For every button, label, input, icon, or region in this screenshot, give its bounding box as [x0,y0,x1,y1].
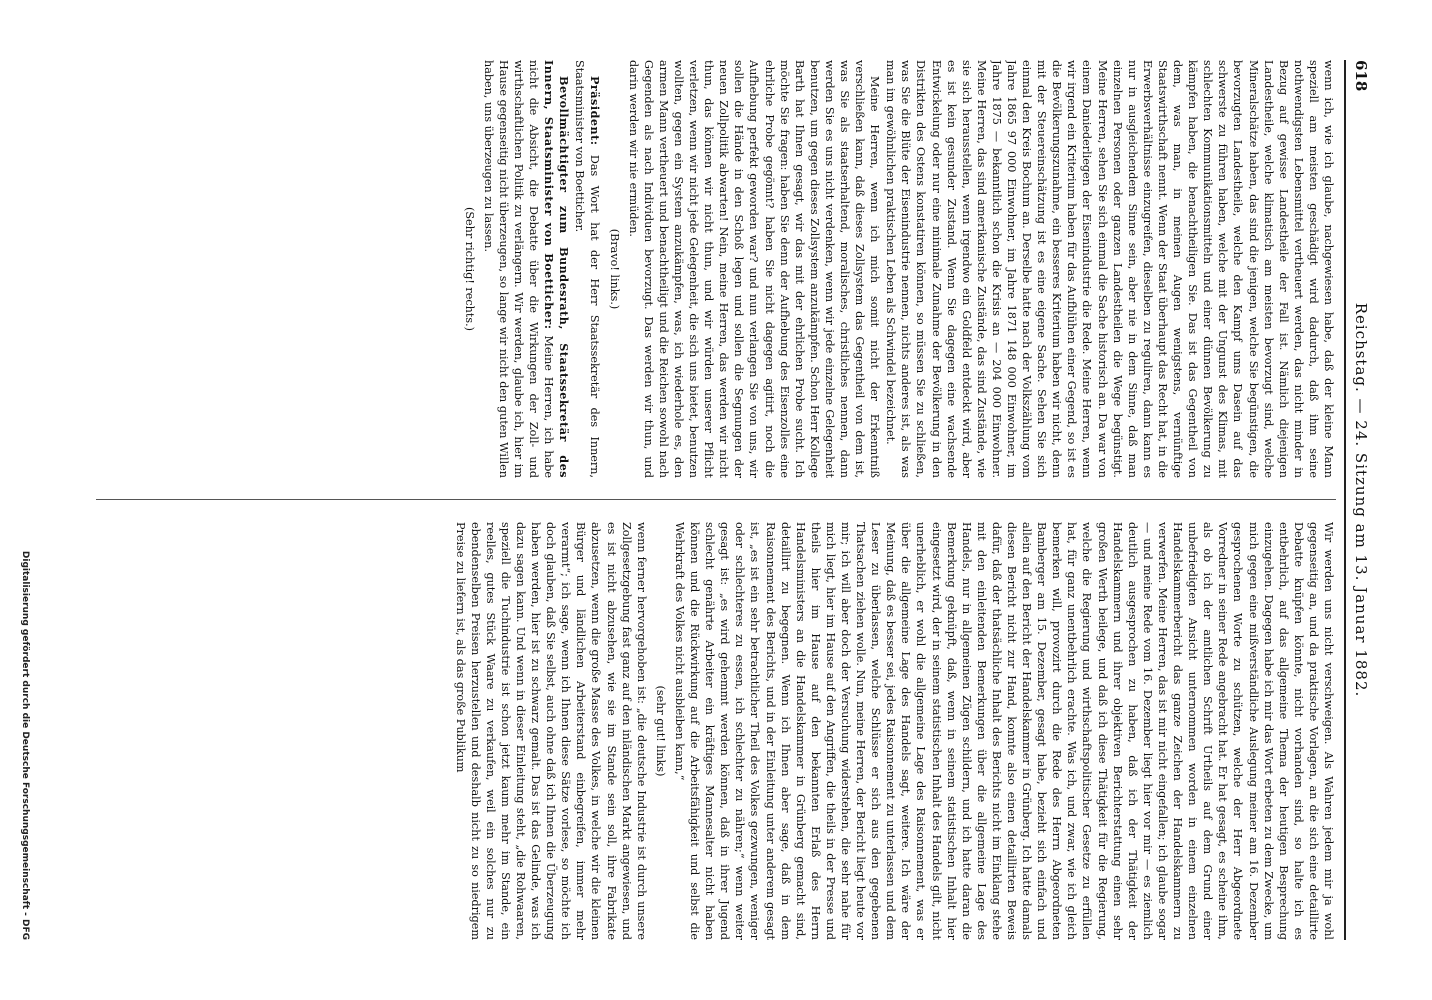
header-rule [1344,60,1346,940]
right-column [96,522,1336,940]
page-header [1348,60,1372,940]
digitization-text: Digitalisierung gefördert durch die Deutsche Forschungsgemeinschaft - DFG [20,550,30,940]
interjection: (Sehr richtig! rechts.) [462,206,476,332]
speaker-paragraph [572,60,602,478]
column-divider [96,499,1336,500]
left-column [96,60,1336,478]
speaker-label: Präsident: [588,76,603,146]
speech-text: Das Wort hat der Herr Staatssekretär des Innern, Staatsminister von Boetticher. [573,60,602,478]
paragraph: Meine Herren, wenn ich mich somit nicht der Erkenntniß verschließen kann, daß dieses Zollsystem das Gegentheil von dem ist, was Sie als staatserhaltend, moralisches, christliches nennen, dann werden Sie es uns nicht verdenken, wenn wir jede einzelne Gelegenheit benutzen, um gegen dieses Zollsystem anzukämpfen. Schon Herr Kollege Barth hat Ihnen gesagt, wir das mit der ehrlichen Probe sucht. Ich möchte Sie fragen: haben Sie denn der Aufhebung des Eisenzolles eine ehrliche Probe gegönnt? haben Sie nicht dagegen agitirt, noch die Aufhebung perfekt geworden war? und nun verlangen Sie von uns, wir sollen die Hände in den Schoß legen und sollen die Segnungen der neuen Zollpolitik abwarten! Nein, meine Herren, das werden wir nicht thun, das können wir nicht thun, und wir würden unserer Pflicht verletzen, wenn wir nicht jede Gelegenheit, die sich uns bietet, benutzen wollten, gegen ein System anzukämpfen, was, ich wiederhole es, den armen Mann vertheuert und benachtheiligt und die Reichen sowohl nach Gegenden als nach Individuen bevorzugt. Das werden wir thun, und darin werden wir nie ermüden. [626,60,882,478]
digitization-note [20,60,30,940]
speaker-label: Bevollmächtigter zum Bundesrath, Staatssekretär des Innern, Staatsminister von Boetticher: [542,60,572,478]
interjection: (sehr gut! links) [653,685,667,777]
paragraph: wenn ferner hervorgehoben ist: „die deutsche Industrie ist durch unsere Zollgesetzgebung fast ganz auf den inländischen Markt angewiesen, und es ist nicht abzusehen, wie sie im Stande sein soll, ihre Fabrikate abzusetzen, wenn die große Masse des Volkes, in welche wir die kleinen Bürger und ländlichen Arbeiterstand einbegreifen, immer mehr verarmt“; ich sage, wenn ich Ihnen diese Sätze vorlese, so möchte ich doch glauben, daß Sie selbst, auch ohne daß ich Ihnen die Überzeugung haben werden, hier ist zu schwarz gemalt. Das ist das Gelinde, was ich dazu sagen kann. Und wenn in dieser Einleitung steht, „die Rohwaaren, speziell die Tuchindustrie ist schon jetzt kaum mehr im Stande, ein reelles, gutes Stück Waare zu verkaufen, weil ein solches nur zu ebendenselben Preisen herzustellen und deshalb nicht zu so niedrigem Preise zu liefern ist, als das große Publikum [453,522,648,940]
paragraph: Wir werden uns nicht verschweigen. Als Wahren jedem mir ja wohl gegenseitig an, und da praktische Vorlagen, an die sich eine detaillirte Debatte knüpfen könnte, nicht vorhanden sind, so halte ich es entbehrlich, auf das allgemeine Thema der heutigen Besprechung einzugehen. Dagegen habe ich mir das Wort erbeten zu dem Zwecke, um mich gegen eine mißverständliche Auslegung meiner am 16. Dezember gesprochenen Worte zu schützen, welche der Herr Abgeordnete Vorredner in seiner Rede angebracht hat. Er hat gesagt, es scheine ihm, als ob ich der amtlichen Schrift Urtheils auf dem Grund einer unbefriedigten Ansicht unternommen worden in einem einzelnen Handelskammerbericht das ganze Zeichen der Handelskammern zu verwerfen. Meine Herren, das ist mir nicht eingefallen; ich glaube sogar — und meine Rede vom 16. Dezember liegt hier vor mir — es ziemlich deutlich ausgesprochen zu haben, daß ich der Thätigkeit der Handelskammern und ihrer objektiven Berichterstattung einen sehr großen Werth beilege, und daß ich diese Thätigkeit für die Regierung, welche die Regierung und wirthschaftspolitischer Gesetze zu erfüllen hat, für ganz unentbehrlich erachte. Was ich, und zwar, wie ich gleich bemerken will, provozirt durch die Rede des Herrn Abgeordneten Bamberger am 15. Dezember, gesagt habe, bezieht sich einfach und allein auf den Bericht der Handelskammer in Grünberg. Ich hatte damals diesen Bericht nicht zur Hand, konnte also einen detaillirten Beweis dafür, daß der thatsächliche Inhalt des Berichts nicht im Einklang stehe mit den einleitenden Bemerkungen über die allgemeine Lage des Handels, nur in allgemeinen Zügen schildern, und ich hatte daran die Bemerkung geknüpft, daß, wenn in seinem statistischen Inhalt hier eingesetzt wird, der in seinem statistischen Inhalt des Handels gilt, nicht unerheblich, er wohl die allgemeine Lage des Raisonnement, was er über die allgemeine Lage des Handels sagt, weitere. Ich wäre der Meinung, daß es besser sei, jedes Raisonnement zu unterlassen und dem Leser zu überlassen, welche Schlüsse er sich aus den gegebenen Thatsachen ziehen wolle. Nun, meine Herren, der Bericht liegt heute vor mir; ich will aber doch der Versuchung widerstehen, die sehr nahe für mich liegt, hier im Hause auf den Angriffen, die theils in der Presse und theils hier im Hause auf den bekannten Erlaß des Herrn Handelsministers an die Handelskammer in Grünberg gemacht sind, detaillirt zu begegnen. Wenn ich Ihnen aber sage, daß in dem Raisonnement des Berichts, und in der Einleitung unter anderem gesagt ist, „es ist ein sehr betrachtlicher Theil des Volkes gezwungen, weniger oder schlechteres zu essen, ich schlechter zu nähren;“ wenn weiter gesagt ist: „es wird gehemmt werden können, daß in ihrer Jugend schlecht genährte Arbeiter ein kräftiges Mannesalter nicht haben können und die Rückwirkung auf die Arbeitsfähigkeit und selbst die Wehrkraft des Volkes nicht ausbleiben kann,“ [672,522,1335,940]
page-title: Reichstag. — 24. Sitzung am 13. Januar 1882. [1352,302,1370,698]
speech-text: Meine Herren, ich habe nicht die Absicht, die Debatte über die Wirkungen der Zoll- und wirthschaftlichen Politik zu verlängern. Wir werden, glaube ich, hier im Hause gegenseitig nicht überzeugen, so lange wir nicht den guten Willen haben, uns überzeugen zu lassen. [481,60,556,478]
interjection: (Bravo! links.) [607,228,621,310]
speaker-paragraph [481,60,572,478]
paragraph: wenn ich, wie ich glaube, nachgewiesen habe, daß der kleine Mann speziell am meisten geschädigt wird dadurch, daß ihm seine nothwendigsten Lebensmittel vertheuert werden, das nicht minder in Bezug auf gewisse Landestheile der Fall ist. Nämlich diejenigen Landestheile, welche klimatisch am meisten bevorzugt sind, welche Mineralschätze haben, das sind die jenigen, welche Sie begünstigen, die bevorzugten Landestheile, welche den Kampf ums Dasein auf das schwerste zu führen haben, welche mit der Ungunst des Klimas, mit schlechten Kommunikationsmitteln und einer dünnen Bevölkerung zu kämpfen haben, die benachtheiligen Sie. Das ist das Gegentheil von dem, was man, in meinen Augen wenigstens, vernünftige Staatswirthschaft nennt. Wenn der Staat überhaupt das Recht hat, in die Erwerbsverhältnisse einzugreifen, dieselben zu reguliren, dann kann es nur in ausgleichendem Sinne sein, aber nie in dem Sinne, daß man einzelnen Personen oder ganzen Landestheilen die Wege begünstigt. Meine Herren, sehen Sie sich einmal die Sache historisch an. Da war von einem Daniederliegen der Eisenindustrie die Rede. Meine Herren, wenn wir irgend ein Kriterium haben für das Aufblühen einer Gegend, so ist es die Bevölkerungszunahme, ein besseres Kriterium haben wir nicht, denn mit der Steuereinschätzung ist es eine eigene Sache. Sehen Sie sich einmal den Kreis Bochum an. Derselbe hatte nach der Volkszählung vom Jahre 1865 97 000 Einwohner, im Jahre 1871 148 000 Einwohner, im Jahre 1875 — bekanntlich schon die Krisis an — 204 000 Einwohner. Meine Herren, das sind amerikanische Zustände, das sind Zustände, wie sie sich herausstellen, wenn irgendwo ein Goldfeld entdeckt wird, aber es ist kein gesunder Zustand. Wenn Sie dagegen eine wachsende Entwickelung oder nur eine minimale Zunahme der Bevölkerung in den Distrikten des Ostens konstatiren können, so müssen Sie zu schließen, was Sie die Blüte der Eisenindustrie nennen, nichts anderes ist, als was man im gewöhnlichen praktischen Leben als Schwindel bezeichnet. [884,60,1335,478]
page-number: 618 [1352,60,1370,92]
